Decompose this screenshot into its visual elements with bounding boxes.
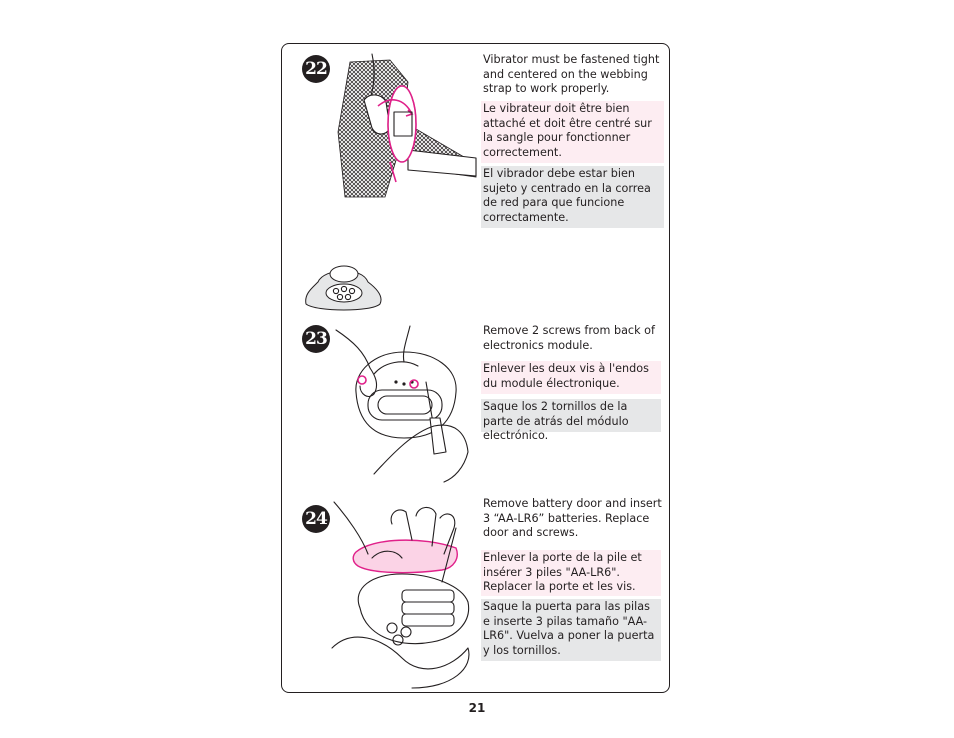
electronics-module-icon: [302, 258, 384, 314]
step-24-english: Remove battery door and insert 3 “AA-LR6” batteries. Replace door and screws.: [483, 497, 662, 540]
step-22-number: 22: [302, 55, 330, 83]
step-23-number: 23: [302, 325, 330, 353]
step-22-english: Vibrator must be fastened tight and centered on the webbing strap to work properly.: [483, 53, 660, 96]
step-22-spanish: El vibrador debe estar bien sujeto y centrado en la correa de red para que funcione correctamente.: [481, 166, 664, 228]
step-23-french: Enlever les deux vis à l'endos du module électronique.: [481, 361, 661, 394]
remove-screws-illustration: [334, 322, 479, 482]
insert-batteries-illustration: [332, 498, 502, 688]
step-23-english: Remove 2 screws from back of electronics module.: [483, 324, 655, 352]
step-24-number: 24: [302, 505, 330, 533]
step-22-french: Le vibrateur doit être bien attaché et doit être centré sur la sangle pour fonctionner correctement.: [481, 101, 664, 163]
step-23-spanish: Saque los 2 tornillos de la parte de atrás del módulo electrónico.: [481, 399, 661, 432]
page-number: 21: [468, 701, 486, 715]
vibrator-on-strap-illustration: [330, 52, 480, 202]
step-24-spanish: Saque la puerta para las pilas e inserte 3 pilas tamaño "AA-LR6". Vuelva a poner la puerta y los tornillos.: [481, 599, 661, 661]
step-24-french: Enlever la porte de la pile et insérer 3 piles "AA-LR6". Replacer la porte et les vis.: [481, 550, 661, 596]
